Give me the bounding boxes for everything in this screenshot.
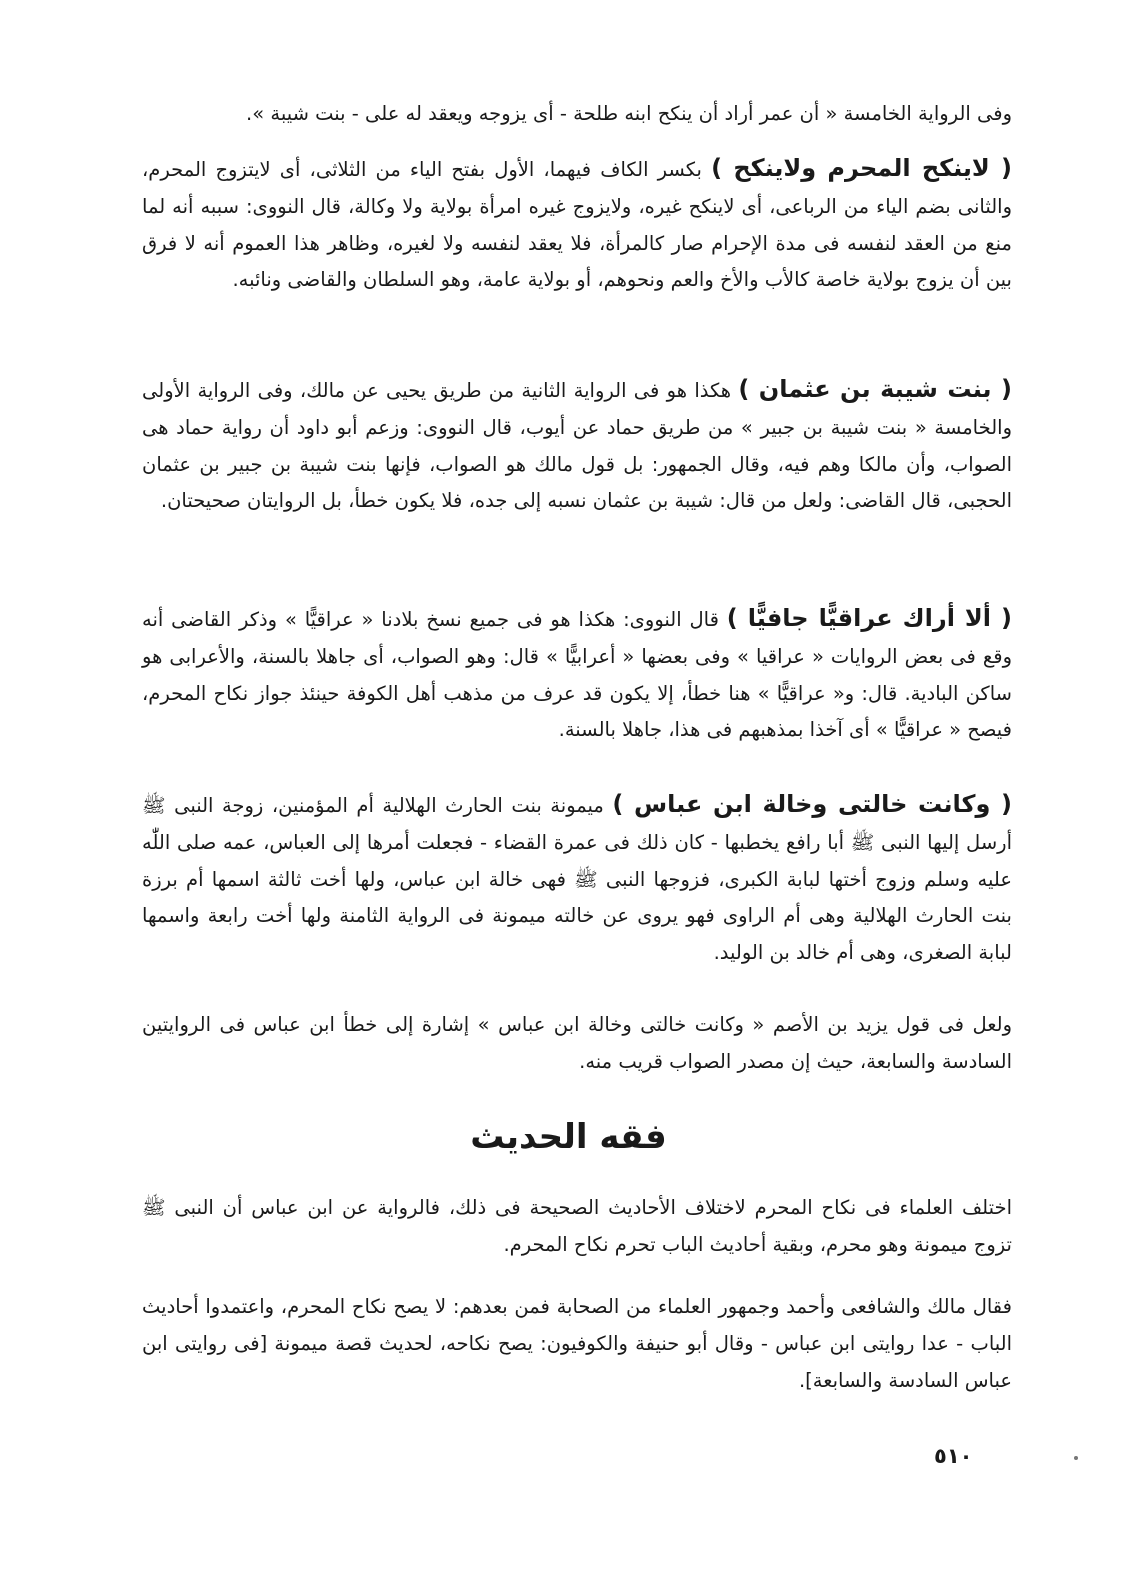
paragraph-lead-phrase: ( وكانت خالتى وخالة ابن عباس ) xyxy=(612,790,1012,818)
paragraph-fiqh-1 xyxy=(142,1190,1012,1264)
paragraph-lead-phrase: ( بنت شيبة بن عثمان ) xyxy=(738,375,1012,403)
paragraph-text: ميمونة بنت الحارث الهلالية أم المؤمنين، زوجة النبى ﷺ أرسل إليها النبى ﷺ أبا رافع يخطبها - كان ذلك فى عمرة القضاء - فجعلت أمرها إلى العباس، عمه صلى اللّٰه عليه وسلم وزوج أختها لبابة الكبرى، فزوجها النبى ﷺ فهى خالة ابن عباس، ولها أخت ثالثة اسمها أم برزة بنت الحارث الهلالية وهى أم الراوى فهو يروى عن خالته ميمونة فى الرواية الثامنة ولها أخت رابعة واسمها لبابة الصغرى، وهى أم خالد بن الوليد. xyxy=(142,794,1012,965)
paragraph-yazid-ibn-al-asamm xyxy=(142,1007,1012,1081)
paragraph-text: ولعل فى قول يزيد بن الأصم « وكانت خالتى وخالة ابن عباس » إشارة إلى خطأ ابن عباس فى الروايتين السادسة والسابعة، حيث إن مصدر الصواب قريب منه. xyxy=(142,1013,1012,1073)
paragraph-text: قال النووى: هكذا هو فى جميع نسخ بلادنا « عراقيًّا » وذكر القاضى أنه وقع فى بعض الروايات « عراقيا » وفى بعضها « أعرابيًّا » قال: وهو الصواب، أى جاهلا بالسنة، والأعرابى هو ساكن البادية. قال: و« عراقيًّا » هنا خطأ، إلا يكون قد عرف من مذهب أهل الكوفة حينئذ جواز نكاح المحرم، فيصح « عراقيًّا » أى آخذا بمذهبهم فى هذا، جاهلا بالسنة. xyxy=(142,608,1012,742)
paragraph-iraqiyyan xyxy=(142,600,1012,749)
paragraph-bint-shaybah xyxy=(142,371,1012,520)
paragraph-text: اختلف العلماء فى نكاح المحرم لاختلاف الأحاديث الصحيحة فى ذلك، فالرواية عن ابن عباس أن النبى ﷺ تزوج ميمونة وهو محرم، وبقية أحاديث الباب تحرم نكاح المحرم. xyxy=(142,1196,1012,1256)
paragraph-text: هكذا هو فى الرواية الثانية من طريق يحيى عن مالك، وفى الرواية الأولى والخامسة « بنت شيبة بن جبير » من طريق حماد عن أيوب، قال النووى: وزعم أبو داود أن رواية حماد هى الصواب، وأن مالكا وهم فيه، وقال الجمهور: بل قول مالك هو الصواب، فإنها بنت شيبة بن جبير بن عثمان الحجبى، قال القاضى: ولعل من قال: شيبة بن عثمان نسبه إلى جده، فلا يكون خطأ، بل الروايتان صحيحتان. xyxy=(142,379,1012,513)
paragraph-fiqh-2 xyxy=(142,1289,1012,1399)
section-heading: فقه الحديث xyxy=(470,1117,667,1157)
paragraph-la-yankih xyxy=(142,150,1012,299)
paragraph-maymunah xyxy=(142,786,1012,972)
paragraph-lead-phrase: ( لاينكح المحرم ولاينكح ) xyxy=(711,154,1012,182)
paragraph-lead-phrase: ( ألا أراك عراقيًّا جافيًّا ) xyxy=(726,604,1013,632)
page-number: ٥١٠ xyxy=(934,1444,973,1468)
paragraph-text: بكسر الكاف فيهما، الأول بفتح الياء من الثلاثى، أى لايتزوج المحرم، والثانى بضم الياء من الرباعى، أى لاينكح غيره، ولايزوج غيره امرأة بولاية ولا وكالة، قال النووى: سببه أنه لما منع من العقد لنفسه فى مدة الإحرام صار كالمرأة، فلا يعقد لنفسه ولا لغيره، وظاهر هذا العموم أنه لا فرق بين أن يزوج بولاية خاصة كالأب والأخ والعم ونحوهم، أو بولاية عامة، وهو السلطان والقاضى ونائبه. xyxy=(142,158,1012,292)
paragraph-text: وفى الرواية الخامسة « أن عمر أراد أن ينكح ابنه طلحة - أى يزوجه ويعقد له على - بنت شيبة ». xyxy=(246,102,1012,125)
scan-speck xyxy=(1074,1456,1078,1460)
paragraph-fifth-narration xyxy=(142,96,1012,133)
paragraph-text: فقال مالك والشافعى وأحمد وجمهور العلماء من الصحابة فمن بعدهم: لا يصح نكاح المحرم، واعتمدوا أحاديث الباب - عدا روايتى ابن عباس - وقال أبو حنيفة والكوفيون: يصح نكاحه، لحديث قصة ميمونة [فى روايتى ابن عباس السادسة والسابعة]. xyxy=(142,1295,1012,1392)
